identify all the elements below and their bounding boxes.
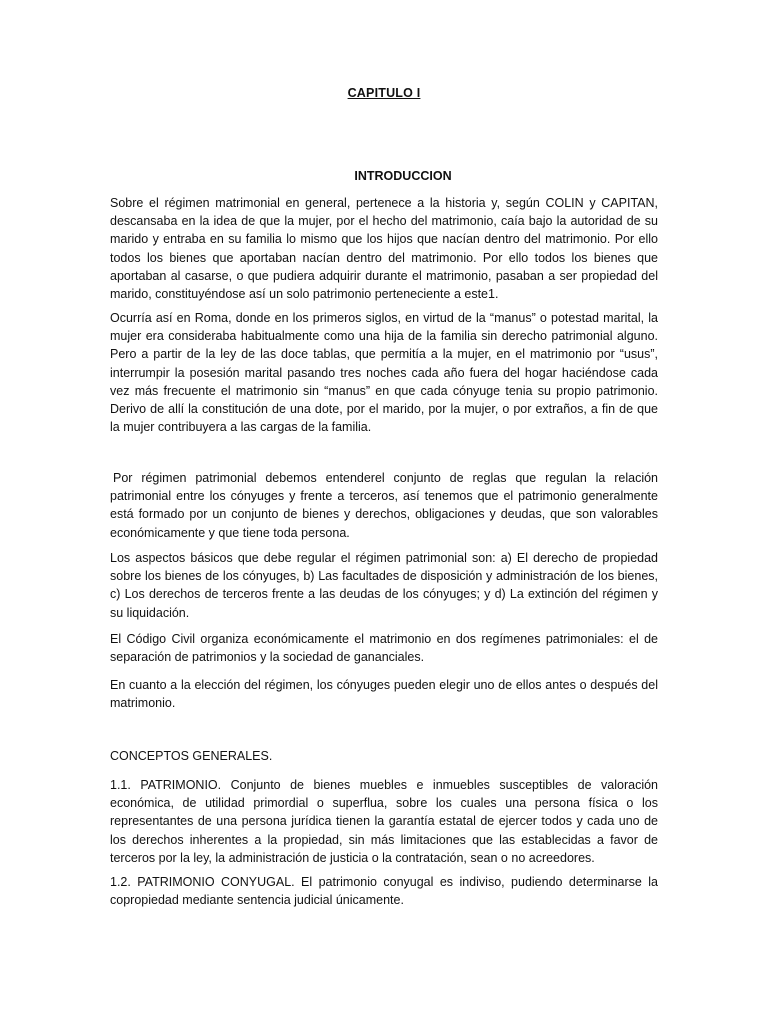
- paragraph: Ocurría así en Roma, donde en los primeros siglos, en virtud de la “manus” o potestad marital, la mujer era consideraba habitualmente como una hija de la familia sin derecho patrimonial alguno. Pero a partir de la ley de las doce tablas, que permitía a la mujer, en el matrimonio por “usus”, interrumpir la posesión marital pasando tres noches cada año fuera del hogar haciéndose cada vez más frecuente el matrimonio sin “manus” en que cada cónyuge tenia su propio patrimonio. Derivo de allí la constitución de una dote, por el marido, por la mujer, o por extraños, a fin de que la mujer contribuyera a las cargas de la familia.: [110, 311, 658, 435]
- paragraph: Los aspectos básicos que debe regular el régimen patrimonial son: a) El derecho de propiedad sobre los bienes de los cónyuges, b) Las facultades de disposición y administración de los bienes, c) Los derechos de terceros frente a las deudas de los cónyuges; y d) La extinción del régimen y su liquidación.: [110, 551, 658, 620]
- concept-item: 1.2. PATRIMONIO CONYUGAL. El patrimonio conyugal es indiviso, pudiendo determinarse la copropiedad mediante sentencia judicial únicamente.: [110, 875, 658, 908]
- paragraph: En cuanto a la elección del régimen, los cónyuges pueden elegir uno de ellos antes o después del matrimonio.: [110, 678, 658, 711]
- paragraph: Sobre el régimen matrimonial en general, pertenece a la historia y, según COLIN y CAPITAN, descansaba en la idea de que la mujer, por el hecho del matrimonio, caía bajo la autoridad de su marido y entraba en su familia lo mismo que los hijos que nacían dentro del matrimonio. Por ello todos los bienes que aportaban nacían dentro del matrimonio. Por ello todos los bienes que aportaban al casarse, o que pudiera adquirir durante el matrimonio, pasaban a ser propiedad del marido, constituyéndose así un solo patrimonio perteneciente a este1.: [110, 196, 658, 302]
- section-heading-conceptos: CONCEPTOS GENERALES.: [110, 749, 273, 763]
- chapter-title: CAPITULO I: [347, 86, 421, 100]
- paragraph: El Código Civil organiza económicamente el matrimonio en dos regímenes patrimoniales: el de separación de patrimonios y la sociedad de gananciales.: [110, 632, 658, 665]
- concept-item: 1.1. PATRIMONIO. Conjunto de bienes muebles e inmuebles susceptibles de valoración económica, de utilidad primordial o superflua, sobre los cuales una persona física o los representantes de una persona jurídica tienen la garantía estatal de ejercer todos y cada uno de los derechos inherentes a la propiedad, sin más limitaciones que las establecidas a favor de terceros por la ley, la administración de justicia o la contratación, sean o no acreedores.: [110, 778, 658, 865]
- paragraph: Por régimen patrimonial debemos entenderel conjunto de reglas que regulan la relación patrimonial entre los cónyuges y frente a terceros, así tenemos que el patrimonio generalmente está formado por un conjunto de bienes y derechos, obligaciones y deudas, que son valorables económicamente y que tiene toda persona.: [110, 471, 658, 540]
- section-heading-introduccion: INTRODUCCION: [354, 169, 452, 183]
